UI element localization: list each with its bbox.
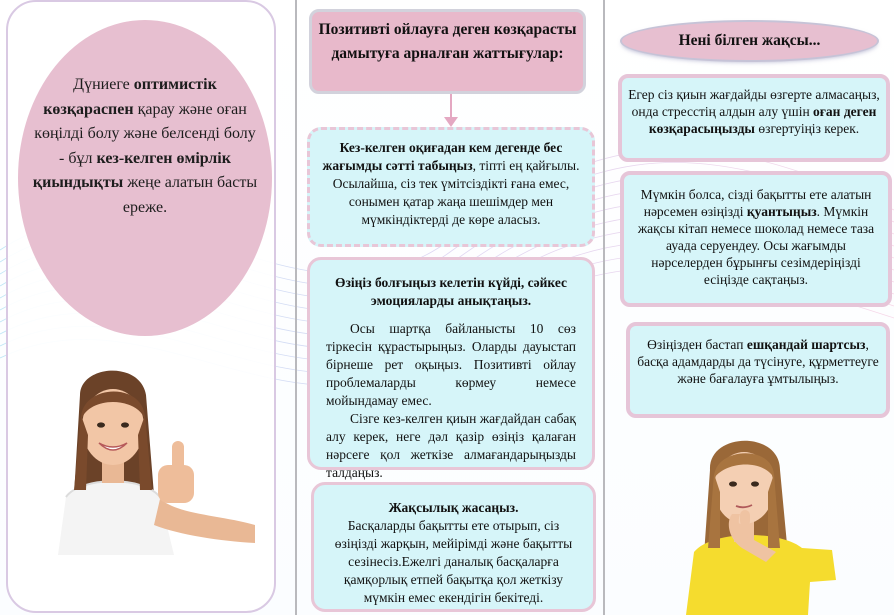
tip-box-3: Өзіңізден бастап ешқандай шартсыз, басқа адамдарды да түсінуге, құрметтеуге және бағалауға ұмтылыңыз. (626, 322, 890, 418)
middle-title: Позитивті ойлауға деген көзқарасты дамытуға арналған жаттығулар: (309, 9, 586, 94)
exercise-3-heading: Жақсылық жасаңыз. (388, 500, 519, 515)
tip-box-1: Егер сіз қиын жағдайды өзгерте алмасаңыз, онда стресстің алдын алу үшін оған деген көзқарасыңызды өзгертуіңіз керек. (618, 74, 890, 162)
arrow-down-icon (444, 117, 458, 127)
exercise-1-bold: Кез-келген оқиғадан кем дегенде бес жағымды сәтті табыңыз (322, 140, 563, 173)
exercise-2-heading: Өзіңіз болғыңыз келетін күйді, сәйкес эмоцияларды анықтаңыз. (334, 275, 568, 308)
exercise-3-text: Басқаларды бақытты ете отырып, сіз өзіңізді жарқын, мейірімді және бақытты сезінесіз.Ежелгі даналық басқаларға қамқорлық етпей бақытқа қол жеткізу мүмкін емес екендігін бекітеді. (334, 518, 573, 605)
girl-thumbs-up-photo (50, 365, 265, 555)
exercise-box-1 (307, 127, 595, 247)
tip-box-2: Мүмкін болса, сізді бақытты ете алатын нәрсемен өзіңізді қуантыңыз. Мүмкін жақсы кітап немесе шоколад немесе таза ауада серуендеу. Осы жағымды нәрселерден бұрынғы сезімдеріңізді есіңізде сақтаңыз. (620, 171, 892, 307)
exercise-2-paragraph-2: Сізге кез-келген қиын жағдайдан сабақ алу керек, неге дәл қазір өзіңіз қалаған нәрсеге қол жеткізе алмағандарыңызды талдаңыз. (326, 411, 576, 480)
exercise-2-paragraph-1: Осы шартқа байланысты 10 сөз тіркесін құрастырыңыз. Оларды дауыстап бірнеше рет оқыңыз. Позитивті ойлау проблемаларды көрмеу немесе мойындамау емес. (326, 321, 576, 408)
girl-thinking-photo (680, 430, 840, 615)
right-title: Нені білген жақсы... (622, 22, 877, 60)
exercise-box-3 (311, 482, 596, 612)
column-divider (603, 0, 605, 615)
column-divider (295, 0, 297, 615)
left-main-text: Дүниеге оптимистік көзқараспен қарау және оған көңілді болу және белсенді болу - бұл кез-келген өмірлік қиындықты жеңе алатын басты ереже. (32, 76, 258, 216)
exercise-box-2 (307, 257, 595, 480)
exercise-1-text: , тіпті ең қайғылы. Осылайша, сіз тек үмітсіздікті ғана емес, сонымен қатар жаңа шешімдер мен мүмкіндіктерді де көре аласыз. (332, 158, 580, 227)
